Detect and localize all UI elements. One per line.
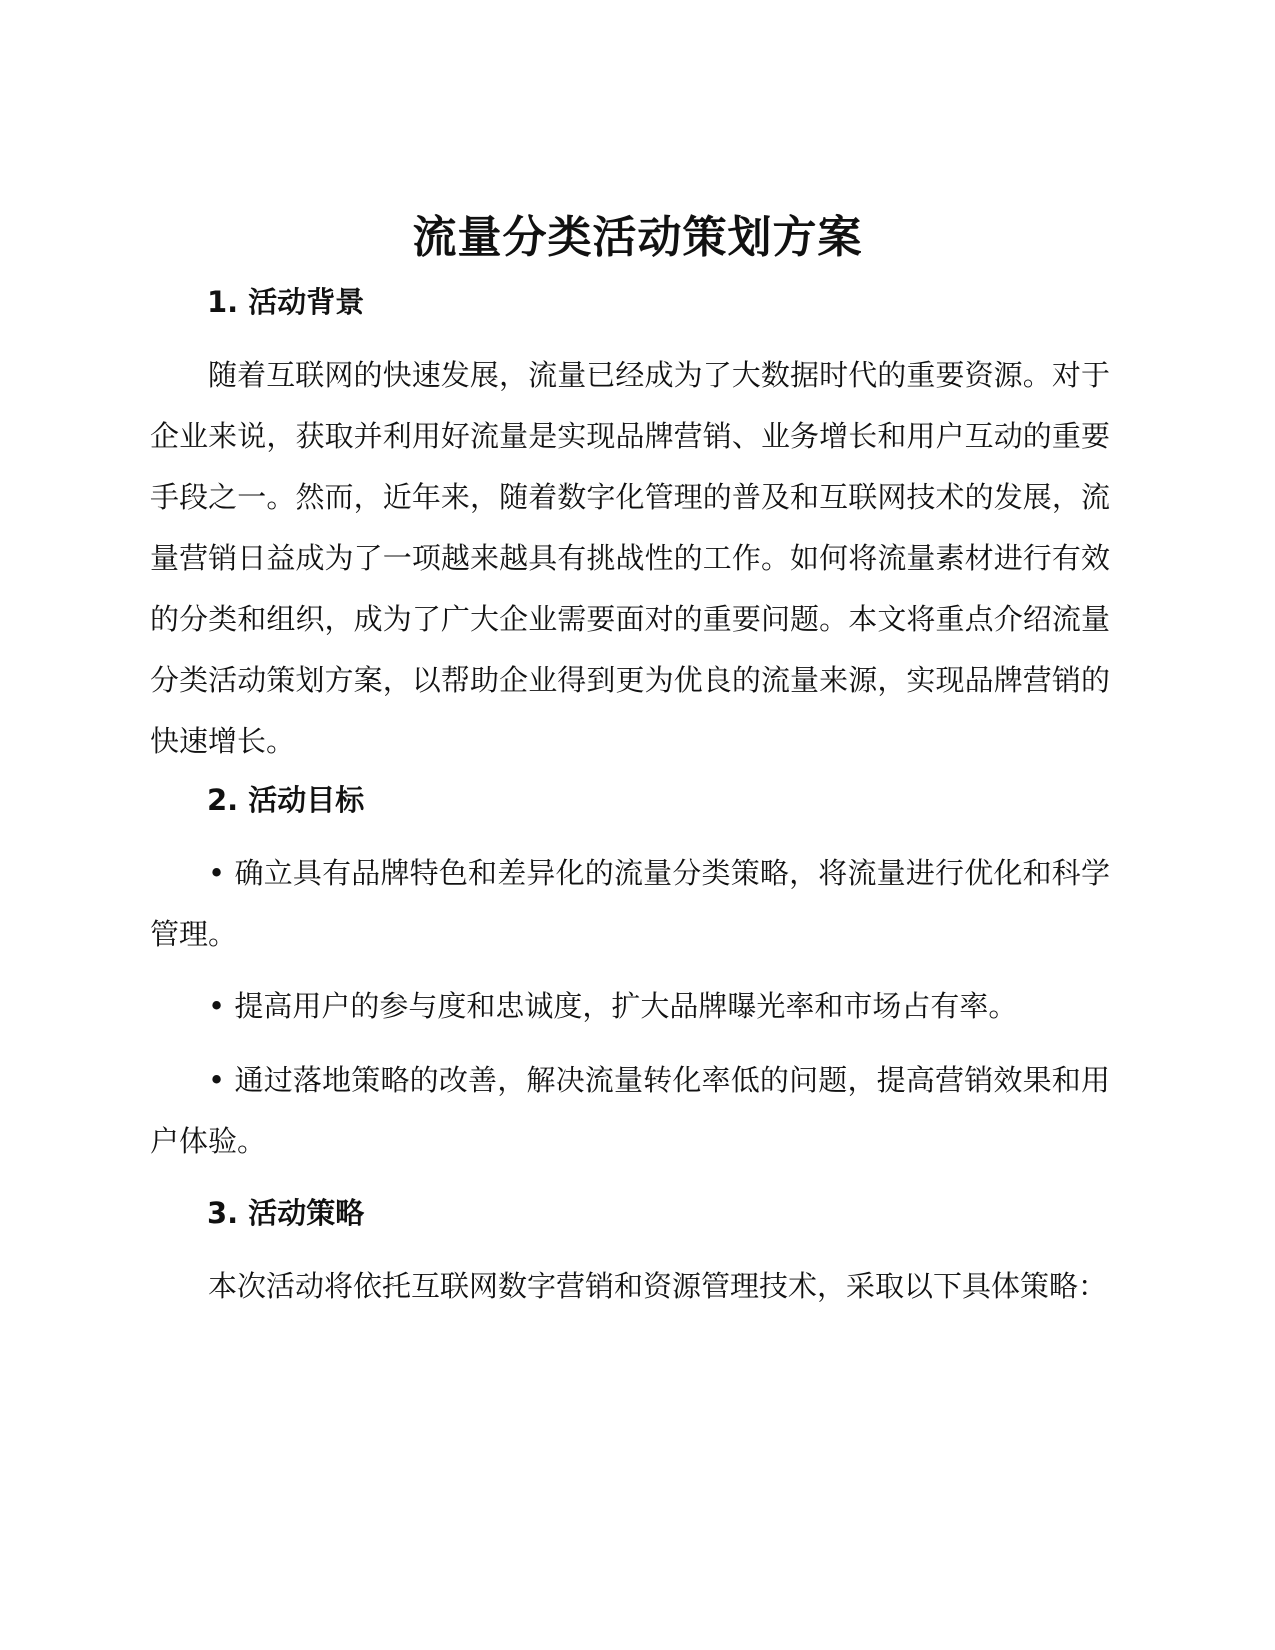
document-title: 流量分类活动策划方案 [412,212,863,263]
section-heading-goals: 2. 活动目标 [207,783,365,817]
section-heading-strategy: 3. 活动策略 [207,1196,365,1230]
paragraph-strategy-intro: 本次活动将依托互联网数字营销和资源管理技术，采取以下具体策略： [208,1269,1108,1303]
paragraph-background: 随着互联网的快速发展，流量已经成为了大数据时代的重要资源。对于企业来说，获取并利用好流量是实现品牌营销、业务增长和用户互动的重要手段之一。然而，近年来，随着数字化管理的普及和互联网技术的发展，流量营销日益成为了一项越来越具有挑战性的工作。如何将流量素材进行有效的分类和组织，成为了广大企业需要面对的重要问题。本文将重点介绍流量分类活动策划方案，以帮助企业得到更为优良的流量来源，实现品牌营销的快速增长。 [150,358,1110,758]
goal-item-1: • 确立具有品牌特色和差异化的流量分类策略，将流量进行优化和科学管理。 [150,856,1110,951]
goal-item-3: • 通过落地策略的改善，解决流量转化率低的问题，提高营销效果和用户体验。 [150,1063,1110,1158]
section-heading-background: 1. 活动背景 [207,285,365,319]
goal-item-2: • 提高用户的参与度和忠诚度，扩大品牌曝光率和市场占有率。 [208,989,1018,1023]
